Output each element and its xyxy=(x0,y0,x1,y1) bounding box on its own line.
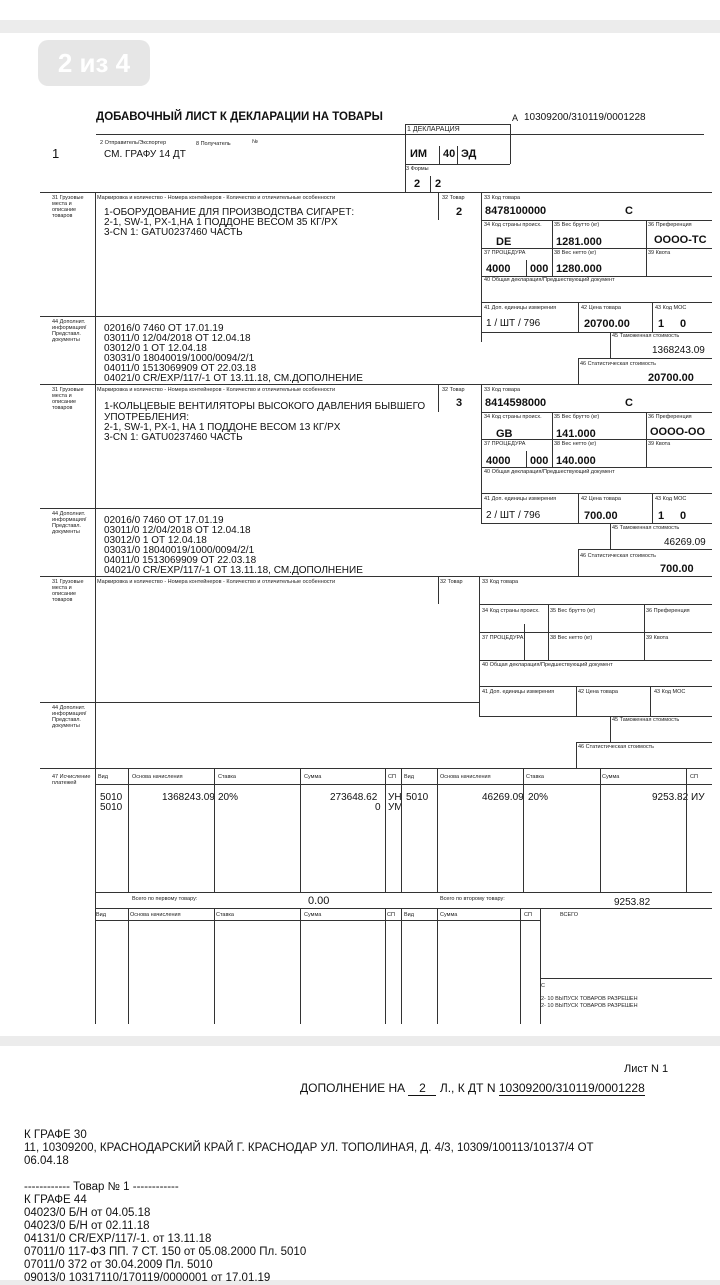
item1-gross: 1281.000 xyxy=(556,236,602,248)
sender-value: СМ. ГРАФУ 14 ДТ xyxy=(104,149,186,160)
form-line xyxy=(526,451,527,467)
item2-label-34: 34 Код страны происх. xyxy=(484,414,542,420)
item1-label-35: 35 Вес брутто (кг) xyxy=(554,222,600,228)
total-second-value: 9253.82 xyxy=(614,897,651,908)
forms-label: 3 Формы xyxy=(406,166,429,172)
form-line xyxy=(481,467,712,468)
page-counter-badge: 2 из 4 xyxy=(38,40,150,86)
form-line xyxy=(40,508,481,509)
sender-label: 2 Отправитель/Экспортер xyxy=(100,140,167,146)
lower-h-sum-2: Сумма xyxy=(440,912,458,918)
item2-label-33: 33 Код товара xyxy=(484,387,521,393)
form-line xyxy=(96,134,704,135)
item3-label-34: 34 Код страны происх. xyxy=(482,608,540,614)
supplement-line-1: К ГРАФЕ 30 xyxy=(24,1129,87,1141)
lower-h-sp-2: СП xyxy=(524,912,532,918)
item2-proc2: 000 xyxy=(530,455,549,467)
item1-proc: 4000 xyxy=(486,263,511,275)
form-line xyxy=(95,384,96,576)
supplement-decl-number: 10309200/310119/0001228 xyxy=(498,1081,645,1095)
row-number: 1 xyxy=(52,146,60,161)
item2-customs-value: 46269.09 xyxy=(664,537,706,548)
item2-label-39: 39 Квота xyxy=(648,441,671,447)
item1-label-32: 32 Товар xyxy=(442,195,465,201)
item2-label-31: 31 Грузовые места и описание товаров xyxy=(52,387,84,411)
form-line xyxy=(128,908,129,1024)
item2-label-41: 41 Доп. единицы измерения xyxy=(484,496,557,502)
item1-country: DE xyxy=(496,236,512,248)
item3-label-40: 40 Общая декларация/Предшествующий документ xyxy=(482,662,613,668)
form-line xyxy=(481,332,712,333)
form-line xyxy=(552,412,553,468)
form-line xyxy=(523,768,524,892)
lower-h-base: Основа начисления xyxy=(130,912,181,918)
form-line xyxy=(405,124,510,125)
pay-left-h-type: Вид xyxy=(98,774,108,780)
item1-code: 8478100000 xyxy=(485,205,547,217)
form-line xyxy=(481,248,712,249)
pay-right-h-sum: Сумма xyxy=(602,774,620,780)
pay-left-sum-2: 0 xyxy=(375,802,381,813)
item3-label-33: 33 Код товара xyxy=(482,579,519,585)
item1-label-45: 45 Таможенная стоимость xyxy=(612,333,680,339)
item2-label-32: 32 Товар xyxy=(442,387,465,393)
item1-label-44: 44 Дополнит. информация/ Представл. документы xyxy=(52,319,87,343)
form-line xyxy=(405,164,510,165)
form-line xyxy=(95,784,712,785)
item1-label-42: 42 Цена товара xyxy=(581,305,621,311)
item2-label-38: 38 Вес нетто (кг) xyxy=(554,441,597,447)
form-line xyxy=(437,908,438,1024)
form-line xyxy=(652,493,653,523)
item3-label-43: 43 Код МОС xyxy=(654,689,686,695)
form-line xyxy=(385,768,386,892)
form-line xyxy=(576,742,577,768)
item3-label-31: 31 Грузовые места и описание товаров xyxy=(52,579,84,603)
supplement-line-9: 04131/0 CR/EXP/117/-1. от 13.11.18 xyxy=(24,1233,212,1245)
form-line xyxy=(300,908,301,1024)
item2-label-45: 45 Таможенная стоимость xyxy=(612,525,680,531)
form-line xyxy=(128,768,129,892)
item2-desc-1: 1-КОЛЬЦЕВЫЕ ВЕНТИЛЯТОРЫ ВЫСОКОГО ДАВЛЕНИЯ БЫВШЕГО xyxy=(104,401,426,412)
release-line-1: 2- 10 ВЫПУСК ТОВАРОВ РАЗРЕШЕН xyxy=(541,996,638,1002)
item1-units: 1 / ШТ / 796 xyxy=(486,318,541,329)
form-line xyxy=(576,742,712,743)
previous-page-strip xyxy=(0,0,720,20)
form-line xyxy=(438,384,439,412)
pay-left-h-sp: СП xyxy=(388,774,396,780)
item1-label-38: 38 Вес нетто (кг) xyxy=(554,250,597,256)
item2-label-37: 37 ПРОЦЕДУРА xyxy=(484,441,526,447)
supplement-line-7: 04023/0 Б/Н от 04.05.18 xyxy=(24,1207,151,1219)
item1-label-31: 31 Грузовые места и описание товаров xyxy=(52,195,84,219)
release-line-2: 2- 10 ВЫПУСК ТОВАРОВ РАЗРЕШЕН xyxy=(541,1003,638,1009)
total-second-label: Всего по второму товару: xyxy=(440,896,505,902)
item1-customs-value: 1368243.09 xyxy=(652,345,705,356)
supplement-line-3: 06.04.18 xyxy=(24,1155,69,1167)
item2-doc-2: 03011/0 12/04/2018 ОТ 12.04.18 xyxy=(104,525,251,536)
form-line xyxy=(40,702,479,703)
item2-mos: 1 xyxy=(658,510,665,522)
pay-left-sp-1: УН xyxy=(388,792,402,803)
decl-type-3: ЭД xyxy=(461,148,477,160)
pay-right-h-type: Вид xyxy=(404,774,414,780)
pay-left-sp-2: УМ xyxy=(388,802,403,813)
form-line xyxy=(520,908,521,1024)
pay-left-rate: 20% xyxy=(218,792,239,803)
decl-type-2: 40 xyxy=(443,148,456,160)
form-line xyxy=(438,192,439,220)
lower-h-rate: Ставка xyxy=(216,912,234,918)
supplement-sheet-number: Лист N 1 xyxy=(624,1063,669,1075)
item3-label-32: 32 Товар xyxy=(440,579,463,585)
item2-pref: ОООО-ОО xyxy=(650,426,705,438)
form-line xyxy=(578,358,579,384)
pay-right-base: 46269.09 xyxy=(482,792,524,803)
pay-left-h-base: Основа начисления xyxy=(132,774,183,780)
form-line xyxy=(385,908,386,1024)
pay-right-sp-1: ИУ xyxy=(691,792,705,803)
item2-num: 3 xyxy=(456,397,463,409)
item1-num: 2 xyxy=(456,206,463,218)
form-line xyxy=(437,768,438,892)
item1-label-46: 46 Статистическая стоимость xyxy=(580,361,657,367)
form-line xyxy=(481,523,712,524)
form-line xyxy=(401,908,402,1024)
item1-desc-2: 2-1, SW-1, PX-1,НА 1 ПОДДОНЕ ВЕСОМ 35 КГ/PX xyxy=(104,217,338,228)
item1-net: 1280.000 xyxy=(556,263,602,275)
lower-h-sp: СП xyxy=(387,912,395,918)
item1-label-33: 33 Код товара xyxy=(484,195,521,201)
form-line xyxy=(481,192,482,342)
form-line xyxy=(40,316,481,317)
form-line xyxy=(650,686,651,716)
item3-label-36: 36 Преференция xyxy=(646,608,690,614)
receiver-label: 8 Получатель xyxy=(196,141,231,147)
receiver-no-label: № xyxy=(252,139,258,145)
item2-code: 8414598000 xyxy=(485,397,547,409)
release-c-label: С xyxy=(541,983,545,989)
item1-label-34: 34 Код страны происх. xyxy=(484,222,542,228)
item2-label-35: 35 Вес брутто (кг) xyxy=(554,414,600,420)
form-line xyxy=(481,302,712,303)
form-title: ДОБАВОЧНЫЙ ЛИСТ К ДЕКЛАРАЦИИ НА ТОВАРЫ xyxy=(96,111,383,123)
item1-label-43: 43 Код МОС xyxy=(655,305,687,311)
item1-code-suffix: С xyxy=(625,205,633,217)
supplement-line-11: 07011/0 372 от 30.04.2009 Пл. 5010 xyxy=(24,1259,213,1271)
form-line xyxy=(540,908,541,1024)
lower-h-type: Вид xyxy=(96,912,106,918)
item2-doc-5: 04011/0 1513069909 ОТ 22.03.18 xyxy=(104,555,257,566)
item2-label-44: 44 Дополнит. информация/ Представл. документы xyxy=(52,511,87,535)
supplement-line-12: 09013/0 10317110/170119/0000001 от 17.01.19 xyxy=(24,1272,271,1284)
form-line xyxy=(95,768,96,1024)
form-line xyxy=(95,576,96,768)
form-line xyxy=(95,192,96,384)
lower-h-type-2: Вид xyxy=(404,912,414,918)
item2-stat-value: 700.00 xyxy=(660,563,694,575)
item3-label-44: 44 Дополнит. информация/ Представл. документы xyxy=(52,705,87,729)
item1-price: 20700.00 xyxy=(584,318,630,330)
item3-label-37: 37 ПРОЦЕДУРА xyxy=(482,635,524,641)
item2-label-43: 43 Код МОС xyxy=(655,496,687,502)
form-line xyxy=(578,549,712,550)
item2-desc-3: 2-1, SW-1, PX-1, НА 1 ПОДДОНЕ ВЕСОМ 13 КГ/PX xyxy=(104,422,341,433)
form-line xyxy=(214,908,215,1024)
pay-left-type-1: 5010 xyxy=(100,792,123,803)
a-label: А xyxy=(512,113,519,123)
forms-value-1: 2 xyxy=(414,178,421,190)
form-line xyxy=(600,768,601,892)
form-line xyxy=(40,192,712,193)
item1-desc-1: 1-ОБОРУДОВАНИЕ ДЛЯ ПРОИЗВОДСТВА СИГАРЕТ: xyxy=(104,207,355,218)
form-line xyxy=(610,716,611,742)
total-first-value: 0.00 xyxy=(308,895,330,907)
item1-doc-6: 04021/0 CR/EXP/117/-1 ОТ 13.11.18, СМ.ДОПОЛНЕНИЕ xyxy=(104,373,363,384)
item2-label-42: 42 Цена товара xyxy=(581,496,621,502)
form-line xyxy=(481,276,712,277)
form-line xyxy=(479,632,712,633)
form-line xyxy=(510,124,511,164)
item1-label-37: 37 ПРОЦЕДУРА xyxy=(484,250,526,256)
item2-doc-6: 04021/0 CR/EXP/117/-1 ОТ 13.11.18, СМ.ДОПОЛНЕНИЕ xyxy=(104,565,363,576)
item1-marking-label: Маркировка и количество - Номера контейнеров - Количество и отличительные особенности xyxy=(97,195,336,201)
form-line xyxy=(95,920,540,921)
item2-proc: 4000 xyxy=(486,455,511,467)
item3-label-35: 35 Вес брутто (кг) xyxy=(550,608,596,614)
pay-left-base: 1368243.09 xyxy=(162,792,215,803)
item1-mos2: 0 xyxy=(680,318,687,330)
item2-gross: 141.000 xyxy=(556,428,596,440)
pay-right-type-1: 5010 xyxy=(406,792,429,803)
form-line xyxy=(524,624,525,660)
form-line xyxy=(481,493,712,494)
pay-right-h-sp: СП xyxy=(690,774,698,780)
item1-label-41: 41 Доп. единицы измерения xyxy=(484,305,557,311)
item3-label-46: 46 Статистическая стоимость xyxy=(578,744,655,750)
item3-marking-label: Маркировка и количество - Номера контейнеров - Количество и отличительные особенности xyxy=(97,579,336,585)
item3-label-39: 39 Квота xyxy=(646,635,669,641)
pay-left-h-rate: Ставка xyxy=(218,774,236,780)
form-line xyxy=(646,412,647,468)
form-line xyxy=(481,384,482,524)
item3-label-38: 38 Вес нетто (кг) xyxy=(550,635,593,641)
supplement-line-8: 04023/0 Б/Н от 02.11.18 xyxy=(24,1220,150,1232)
form-line xyxy=(652,302,653,332)
form-line xyxy=(610,332,611,358)
item2-label-40: 40 Общая декларация/Предшествующий документ xyxy=(484,469,615,475)
item1-doc-4: 03031/0 18040019/1000/0094/2/1 xyxy=(104,353,255,364)
pay-right-sum-1: 9253.82 xyxy=(652,792,689,803)
decl-type-1: ИМ xyxy=(410,148,428,160)
form-line xyxy=(576,686,577,716)
item2-marking-label: Маркировка и количество - Номера контейнеров - Количество и отличительные особенности xyxy=(97,387,336,393)
item2-country: GB xyxy=(496,428,513,440)
item1-desc-3: 3-CN 1: GATU0237460 ЧАСТЬ xyxy=(104,227,243,238)
form-line xyxy=(40,384,712,385)
form-line xyxy=(95,908,712,909)
item2-desc-2: УПОТРЕБЛЕНИЯ: xyxy=(104,412,189,423)
form-line xyxy=(479,686,712,687)
item2-net: 140.000 xyxy=(556,455,596,467)
item2-code-suffix: С xyxy=(625,397,633,409)
item2-doc-1: 02016/0 7460 ОТ 17.01.19 xyxy=(104,515,224,526)
supplement-title xyxy=(300,1081,645,1096)
supplement-line-10: 07011/0 117-ФЗ ПП. 7 СТ. 150 от 05.08.2000 Пл. 5010 xyxy=(24,1246,307,1258)
item1-stat-value: 20700.00 xyxy=(648,372,694,384)
form-line xyxy=(578,358,712,359)
supplement-line-2: 11, 10309200, КРАСНОДАРСКИЙ КРАЙ Г. КРАСНОДАР УЛ. ТОПОЛИНАЯ, Д. 4/3, 10309/100113/10137/4 ОТ xyxy=(24,1142,594,1154)
pay-left-h-sum: Сумма xyxy=(304,774,322,780)
supplement-line-6: К ГРАФЕ 44 xyxy=(24,1194,87,1206)
lower-h-total: ВСЕГО xyxy=(560,912,579,918)
form-line xyxy=(481,412,712,413)
pay-right-h-rate: Ставка xyxy=(526,774,544,780)
item1-doc-2: 03011/0 12/04/2018 ОТ 12.04.18 xyxy=(104,333,251,344)
pay-left-sum-1: 273648.62 xyxy=(330,792,378,803)
form-line xyxy=(405,124,406,192)
form-line xyxy=(214,768,215,892)
form-line xyxy=(439,146,440,164)
item2-mos2: 0 xyxy=(680,510,687,522)
item1-doc-5: 04011/0 1513069909 ОТ 22.03.18 xyxy=(104,363,257,374)
forms-value-2: 2 xyxy=(435,178,442,190)
item2-doc-3: 03012/0 1 ОТ 12.04.18 xyxy=(104,535,207,546)
item1-doc-3: 03012/0 1 ОТ 12.04.18 xyxy=(104,343,207,354)
item1-label-39: 39 Квота xyxy=(648,250,671,256)
form-line xyxy=(479,716,712,717)
form-line xyxy=(479,604,712,605)
form-line xyxy=(686,768,687,892)
item2-units: 2 / ШТ / 796 xyxy=(486,510,541,521)
form-line xyxy=(401,768,402,892)
item3-label-42: 42 Цена товара xyxy=(578,689,618,695)
item2-label-46: 46 Статистическая стоимость xyxy=(580,553,657,559)
form-line xyxy=(481,439,712,440)
item1-label-40: 40 Общая декларация/Предшествующий документ xyxy=(484,277,615,283)
declaration-number: 10309200/310119/0001228 xyxy=(524,112,646,123)
form-line xyxy=(526,260,527,276)
item2-price: 700.00 xyxy=(584,510,618,522)
form-line xyxy=(578,493,579,523)
form-line xyxy=(578,302,579,332)
form-line xyxy=(540,978,712,979)
supplement-title-mid: Л., К ДТ N xyxy=(439,1081,496,1095)
declaration-label: 1 ДЕКЛАРАЦИЯ xyxy=(407,126,460,133)
pay-right-h-base: Основа начисления xyxy=(440,774,491,780)
item1-label-36: 36 Преференция xyxy=(648,222,692,228)
supplement-title-prefix: ДОПОЛНЕНИЕ НА xyxy=(300,1081,406,1095)
pay-right-rate: 20% xyxy=(528,792,549,803)
form-line xyxy=(610,523,611,549)
form-line xyxy=(457,146,458,164)
form-line xyxy=(40,576,712,577)
form-line xyxy=(479,660,712,661)
item3-label-41: 41 Доп. единицы измерения xyxy=(482,689,555,695)
pay-left-type-2: 5010 xyxy=(100,802,123,813)
payments-label: 47 Исчисление платежей xyxy=(52,774,91,786)
form-line xyxy=(578,549,579,576)
item2-doc-4: 03031/0 18040019/1000/0094/2/1 xyxy=(104,545,255,556)
item1-proc2: 000 xyxy=(530,263,549,275)
supplement-pages: 2 xyxy=(408,1081,436,1096)
form-line xyxy=(438,576,439,604)
form-line xyxy=(300,768,301,892)
item3-label-45: 45 Таможенная стоимость xyxy=(612,717,680,723)
item2-desc-4: 3-CN 1: GATU0237460 ЧАСТЬ xyxy=(104,432,243,443)
item1-mos: 1 xyxy=(658,318,665,330)
form-line xyxy=(430,176,431,192)
item2-label-36: 36 Преференция xyxy=(648,414,692,420)
form-line xyxy=(479,576,480,716)
item1-pref: ОООО-ТС xyxy=(654,234,707,246)
item1-doc-1: 02016/0 7460 ОТ 17.01.19 xyxy=(104,323,224,334)
form-line xyxy=(95,892,712,893)
total-first-label: Всего по первому товару: xyxy=(132,896,198,902)
lower-h-sum: Сумма xyxy=(304,912,322,918)
form-line xyxy=(40,768,712,769)
supplement-line-5: ------------ Товар № 1 ------------ xyxy=(24,1181,179,1193)
form-line xyxy=(481,220,712,221)
